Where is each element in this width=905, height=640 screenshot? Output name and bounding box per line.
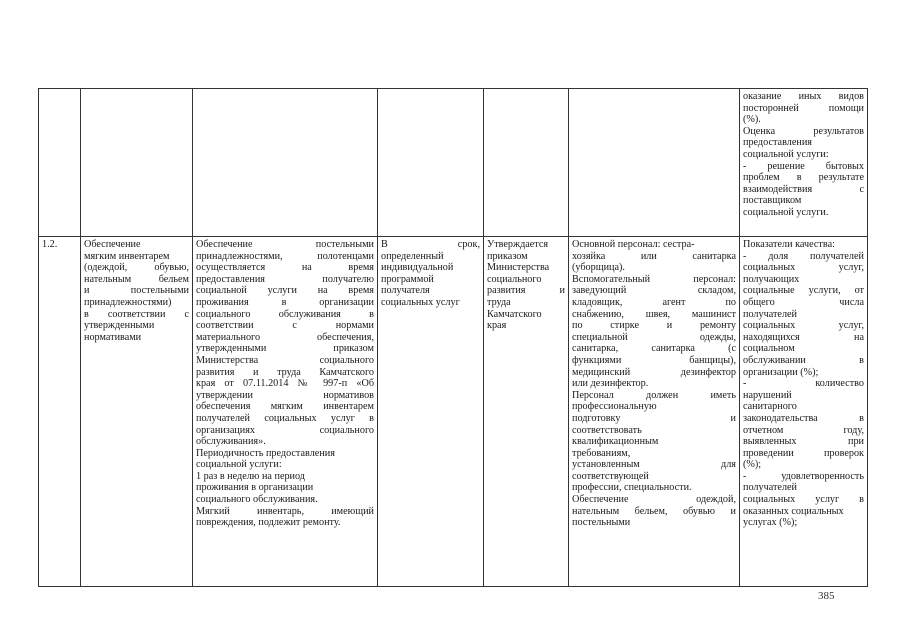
page-number: 385 [818,590,835,602]
cell-text-line: социального [487,273,542,285]
cell-text-line: - количество [743,378,864,390]
cell-text-line: заведующий складом, [572,285,736,297]
cell-text-line: отчетном году, [743,424,864,436]
table-cell [378,89,484,237]
cell-text-line: Министерства [487,262,550,274]
cell-text-line: социальной услуги: [743,148,829,160]
cell-text-line: санитарного [743,401,797,413]
cell-text-line: в соответствии с [84,308,189,320]
item-number-cell [39,237,81,587]
cell-text-line: края [487,320,507,332]
cell-text-line: социальных услуг, [743,262,864,274]
cell-text-line: услугах (%); [743,517,798,529]
cell-text-line: взаимодействия с [743,183,864,195]
cell-text-line: организации (%); [743,366,819,378]
cell-text-line: проблем в результате [743,172,864,184]
cell-text-line: - доля получателей [743,250,864,262]
cell-text-line: определенный [381,250,444,262]
cell-text-line: осуществляется на время [196,262,374,274]
cell-text-line: посторонней помощи [743,102,864,114]
cell-text-line: программой [381,273,434,285]
cell-text-line: социальных услуг, [743,320,864,332]
cell-text-line: нормативами [84,331,142,343]
cell-text-line: нательным бельем, обувью и [572,505,736,517]
cell-text-line: предоставления [743,137,812,149]
cell-text-line: приказом [487,250,528,262]
cell-text-line: социального обслуживания в [196,308,374,320]
cell-text-line: социальном [743,343,795,355]
cell-text-line: мягким инвентарем [84,250,170,262]
cell-text-line: Оценка результатов [743,125,864,137]
conditions-cell [569,237,740,587]
table-cell [484,89,569,237]
cell-text-line: соответствующей [572,470,649,482]
cell-text-line: соответствии с нормами [196,320,374,332]
cell-text-line: оказание иных видов [743,91,864,102]
cell-text-line: снабжению, швея, машинист [572,308,736,320]
cell-text-line: получателей [743,482,798,494]
cell-text-line: индивидуальной [381,262,454,274]
cell-text-line: повреждения, подлежит ремонту. [196,517,341,529]
cell-text-line: социальные услуги, от [743,285,864,297]
service-name-cell [81,237,193,587]
cell-text-line: организациях социального [196,424,374,436]
cell-text-line: утвержденными приказом [196,343,374,355]
cell-text-line: принадлежностями, полотенцами [196,250,374,262]
cell-text-line: подготовку и [572,412,736,424]
cell-text-line: квалификационным [572,436,659,448]
cell-text-line: утвержденными [84,320,155,332]
cell-text-line: социальной услуги. [743,206,829,218]
quality-indicators-cell [740,237,868,587]
cell-text-line: В срок, [381,239,480,250]
cell-text-line: развития и [487,285,565,297]
cell-text-line: обслуживания». [196,436,266,448]
cell-text-line: санитарка, санитарка (с [572,343,736,355]
table-row [39,89,868,237]
cell-text-line: и постельными [84,285,189,297]
cell-text-line: Обеспечение постельными [196,239,374,250]
cell-text-line: утверждении нормативов [196,389,374,401]
cell-text-line: общего числа [743,296,864,308]
cell-text-line: Основной персонал: сестра- [572,239,695,250]
cell-text-line: - решение бытовых [743,160,864,172]
cell-text-line: требованиям, [572,447,631,459]
cell-text-line: - удовлетворенность [743,470,864,482]
cell-text-line: Периодичность предоставления [196,447,335,459]
cell-text-line: социальной услуги: [196,459,282,471]
cell-text-line: Персонал должен иметь [572,389,736,401]
cell-text-line: или дезинфектор. [572,378,649,390]
cell-text-line: хозяйка или санитарка [572,250,736,262]
cell-text-line: профессиональную [572,401,657,413]
cell-text-line: законодательства в [743,412,864,424]
cell-text-line: установленным для [572,459,736,471]
table-row [39,237,868,587]
cell-text-line: поставщиком [743,195,802,207]
cell-text-line: Обеспечение одеждой, [572,494,736,506]
cell-text-line: обеспечения мягким инвентарем [196,401,374,413]
cell-text-line: 1 раз в неделю на период [196,470,305,482]
cell-text-line: (уборщица). [572,262,625,274]
cell-text-line: предоставления получателю [196,273,374,285]
cell-text-line: (%). [743,114,761,126]
cell-text-line: получателей социальных услуг в [196,412,374,424]
table-cell [81,89,193,237]
tariff-cell [484,237,569,587]
cell-text-line: оказанных социальных [743,505,844,517]
cell-text-line: Вспомогательный персонал: [572,273,736,285]
cell-text-line: получателей [743,308,798,320]
cell-text-line: обслуживании в [743,354,864,366]
cell-text-line: края от 07.11.2014 № 997-п «Об [196,378,374,390]
table-cell [193,89,378,237]
service-description-cell [193,237,378,587]
cell-text-line: постельными [572,517,631,529]
service-term-cell [378,237,484,587]
cell-text-line: специальной одежды, [572,331,736,343]
cell-text-line: социальных услуг [381,296,460,308]
cell-text-line: Мягкий инвентарь, имеющий [196,505,374,517]
table-cell [39,89,81,237]
cell-text-line: социального обслуживания. [196,494,318,506]
quality-indicators-continued-cell [740,89,868,237]
cell-text-line: медицинский дезинфектор [572,366,736,378]
cell-text-line: труда [487,296,511,308]
cell-text-line: проживания в организации [196,296,374,308]
cell-text-line: соответствовать [572,424,642,436]
cell-text-line: принадлежностями) [84,296,172,308]
cell-text-line: по стирке и ремонту [572,320,736,332]
cell-text-line: кладовщик, агент по [572,296,736,308]
cell-text-line: нарушений [743,389,792,401]
cell-text-line: Камчатского [487,308,542,320]
cell-text-line: Обеспечение [84,239,141,250]
cell-text-line: Утверждается [487,239,549,250]
cell-text-line: Министерства социального [196,354,374,366]
cell-text-line: проведении проверок [743,447,864,459]
cell-text-line: получателя [381,285,430,297]
cell-text-line: Показатели качества: [743,239,835,250]
cell-text-line: социальных услуг в [743,494,864,506]
services-table [38,88,868,587]
cell-text-line: находящихся на [743,331,864,343]
cell-text-line: (одеждой, обувью, [84,262,189,274]
cell-text-line: развития и труда Камчатского [196,366,374,378]
cell-text-line: проживания в организации [196,482,314,494]
cell-text-line: профессии, специальности. [572,482,692,494]
item-number: 1.2. [42,239,58,250]
table-cell [569,89,740,237]
cell-text-line: социальной услуги на время [196,285,374,297]
cell-text-line: материального обеспечения, [196,331,374,343]
cell-text-line: функциями банщицы), [572,354,736,366]
cell-text-line: выявленных при [743,436,864,448]
cell-text-line: нательным бельем [84,273,189,285]
cell-text-line: (%); [743,459,762,471]
cell-text-line: получающих [743,273,800,285]
